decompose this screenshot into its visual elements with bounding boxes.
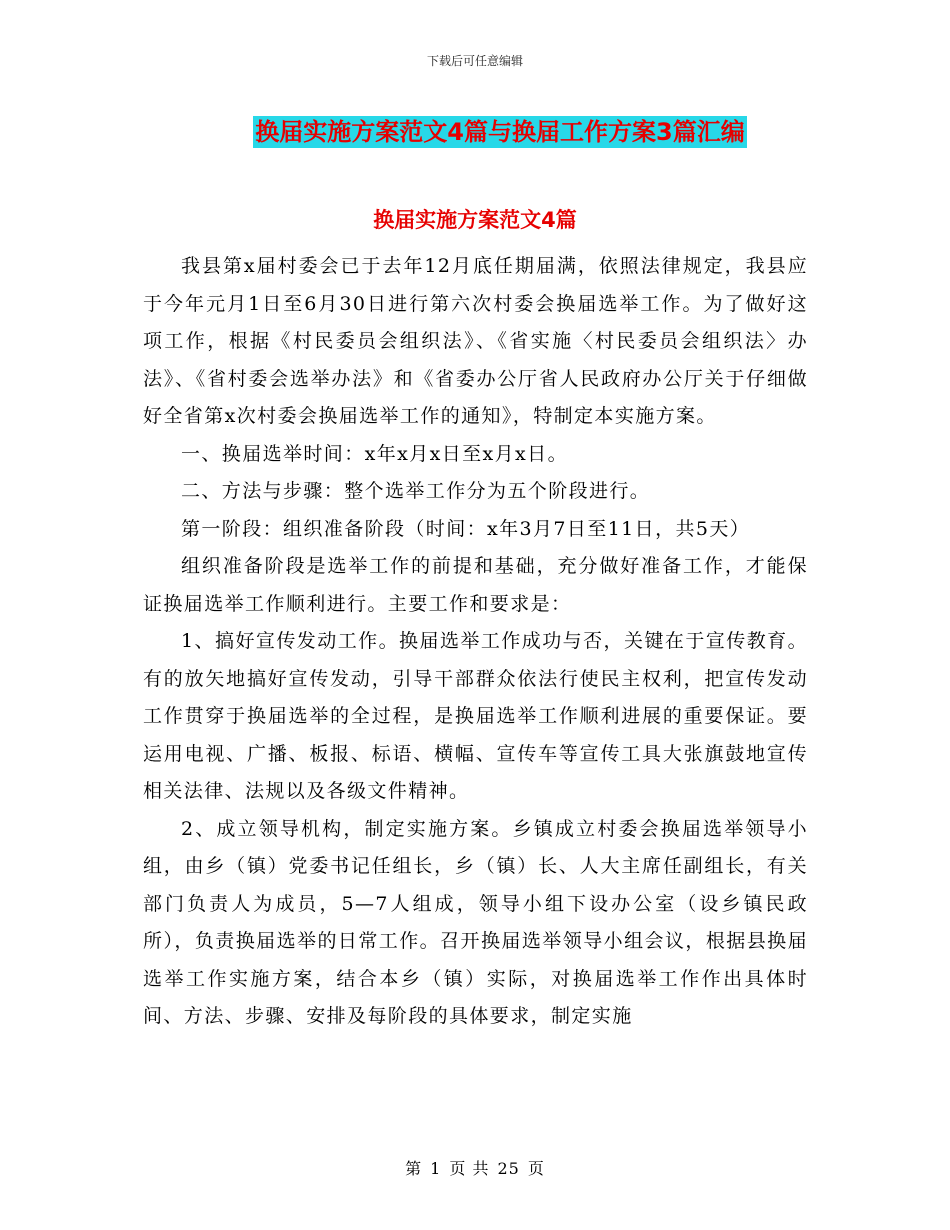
document-title-highlight: 换届实施方案范文4篇与换届工作方案3篇汇编	[255, 118, 745, 146]
section-title: 换届实施方案范文4篇	[373, 208, 577, 232]
paragraph: 2、成立领导机构，制定实施方案。乡镇成立村委会换届选举领导小组，由乡（镇）党委书记任组长，乡（镇）长、人大主席任副组长，有关部门负责人为成员，5—7人组成，领导小组下设办公室（设乡镇民政所），负责换届选举的日常工作。召开换届选举领导小组会议，根据县换届选举工作实施方案，结合本乡（镇）实际，对换届选举工作作出具体时间、方法、步骤、安排及每阶段的具体要求，制定实施	[143, 817, 808, 1027]
page-label-mid: 页 共	[449, 1159, 490, 1178]
page-label-prefix: 第	[405, 1159, 423, 1178]
paragraph: 组织准备阶段是选举工作的前提和基础，充分做好准备工作，才能保证换届选举工作顺利进行。主要工作和要求是：	[143, 555, 808, 615]
page-current: 1	[430, 1159, 442, 1178]
page-footer	[0, 1156, 950, 1179]
paragraph: 二、方法与步骤：整个选举工作分为五个阶段进行。	[181, 480, 651, 502]
paragraph: 1、搞好宣传发动工作。换届选举工作成功与否，关键在于宣传教育。有的放矢地搞好宣传发动，引导干部群众依法行使民主权利，把宣传发动工作贯穿于换届选举的全过程，是换届选举工作顺利进展的重要保证。要运用电视、广播、板报、标语、横幅、宣传车等宣传工具大张旗鼓地宣传相关法律、法规以及各级文件精神。	[143, 630, 808, 802]
page-label-suffix: 页	[527, 1159, 545, 1178]
header-note: 下载后可任意编辑	[426, 54, 523, 68]
paragraph: 我县第x届村委会已于去年12月底任期届满，依照法律规定，我县应于今年元月1日至6月30日进行第六次村委会换届选举工作。为了做好这项工作，根据《村民委员会组织法》、《省实施〈村民委员会组织法〉办法》、《省村委会选举办法》和《省委办公厅省人民政府办公厅关于仔细做好全省第x次村委会换届选举工作的通知》，特制定本实施方案。	[143, 255, 808, 427]
document-body	[143, 248, 808, 1036]
document-title	[0, 112, 950, 147]
paragraph: 一、换届选举时间：x年x月x日至x月x日。	[181, 442, 568, 465]
paragraph: 第一阶段：组织准备阶段（时间：x年3月7日至11日，共5天）	[181, 517, 751, 540]
page-total: 25	[497, 1159, 520, 1178]
